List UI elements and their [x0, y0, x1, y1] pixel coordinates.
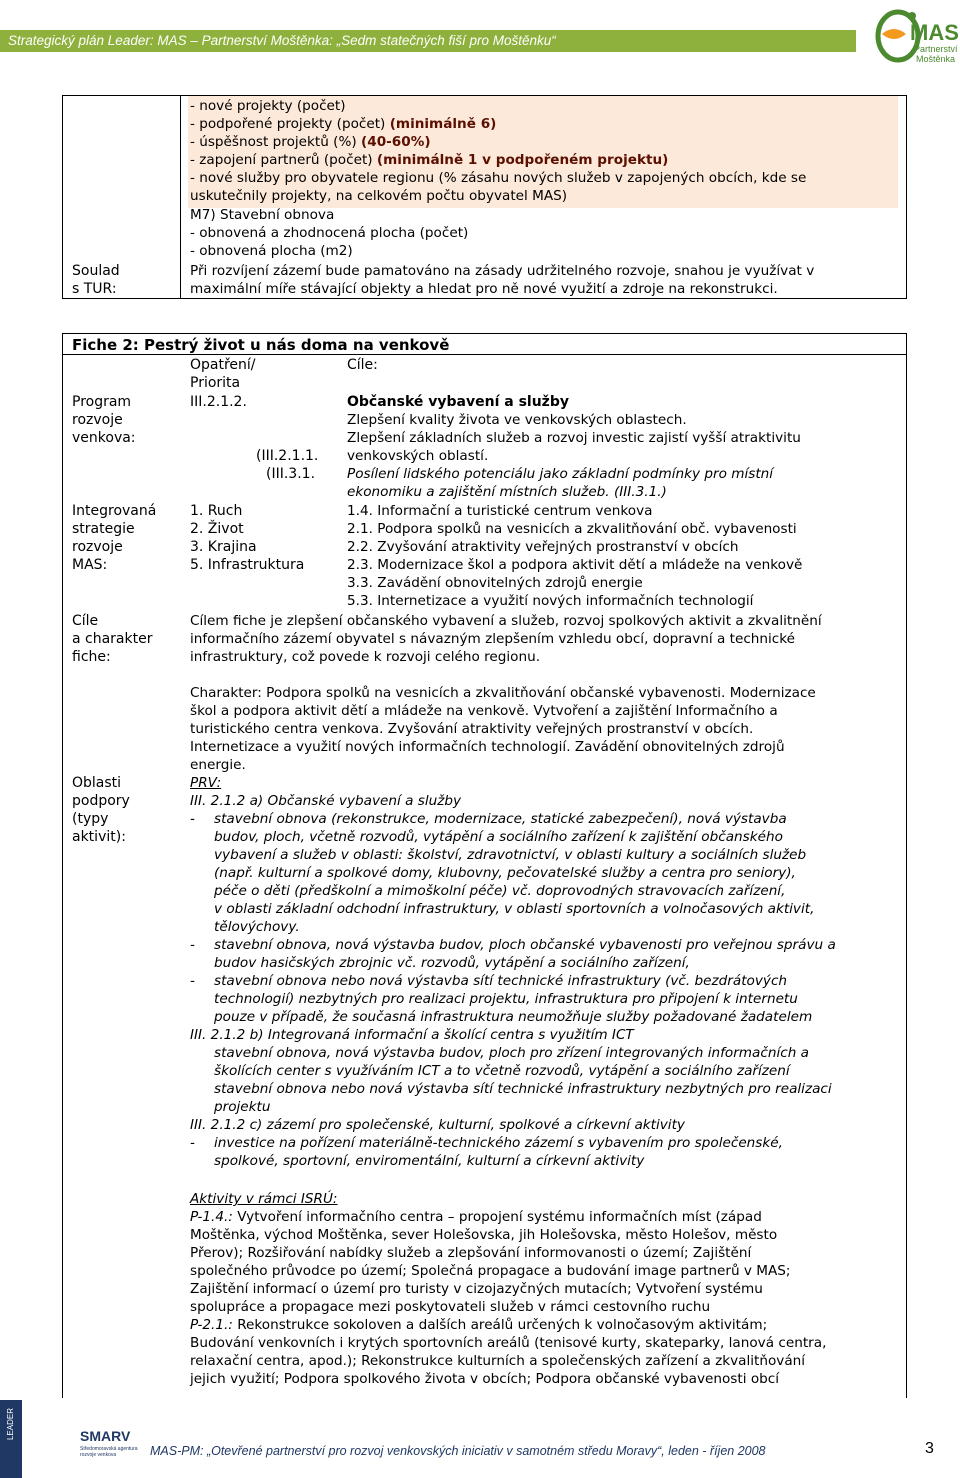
soulad-label-1: Soulad	[72, 263, 120, 279]
logo-mas-text: MAS	[910, 20, 959, 45]
oblasti-line: stavební obnova nebo nová výstavba sítí technické infrastruktury nezbytných pro realizaci	[214, 1081, 832, 1097]
isr-label: Integrovaná	[72, 503, 157, 519]
oblasti-label: aktivit):	[72, 829, 126, 845]
prv-code: (III.2.1.1.	[256, 448, 319, 464]
isr-goal: 5.3. Internetizace a využití nových informačních technologií	[347, 593, 754, 609]
oblasti-line: budov, ploch, včetně rozvodů, vytápění a sociálního zařízení k zajištění občanského	[214, 829, 783, 845]
oblasti-line: spolkové, sportovní, enviromentální, kulturní a církevní aktivity	[214, 1153, 645, 1169]
cile-label: a charakter	[72, 631, 153, 647]
tur-text: maximální míře stávající objekty a hledat pro ně nové využití a zdroje na rekonstrukci.	[190, 281, 778, 297]
mas-logo	[872, 6, 959, 70]
isru-line: Moštěnka, východ Moštěnka, sever Holešovska, jih Holešovska, město Holešov, město	[190, 1227, 778, 1243]
isru-line: jejich využití; Podpora spolkového života v obcích; Podpora občanské vybavenosti obcí	[190, 1371, 780, 1387]
prv-heading: PRV:	[190, 775, 222, 791]
prv-code: III.2.1.2.	[190, 394, 247, 410]
indicator-line: M7) Stavební obnova	[190, 207, 335, 223]
oblasti-line: III. 2.1.2 a) Občanské vybavení a služby	[190, 793, 462, 809]
leader-logo: LEADER	[0, 1400, 22, 1478]
isru-heading: Aktivity v rámci ISRÚ:	[190, 1191, 338, 1207]
oblasti-line: stavební obnova, nová výstavba budov, ploch občanské vybavenosti pro veřejnou správu a	[214, 937, 836, 953]
charakter-text: Charakter: Podpora spolků na vesnicích a zkvalitňování občanské vybavenosti. Modernizace	[190, 685, 816, 701]
cile-text: infrastruktury, což povede k rozvoji celého regionu.	[190, 649, 541, 665]
isru-line: Přerov); Rozšiřování nabídky služeb a zlepšování informovanosti o území; Zajištění	[190, 1245, 752, 1261]
oblasti-line: v oblasti základní odchodní infrastruktury, v oblasti sportovních a volnočasových aktivit,	[214, 901, 815, 917]
oblasti-line: III. 2.1.2 b) Integrovaná informační a školící centra s využitím ICT	[190, 1027, 634, 1043]
indicator-line: - podpořené projekty (počet) (minimálně 6)	[190, 116, 497, 132]
oblasti-line: stavební obnova, nová výstavba budov, ploch pro zřízení integrovaných informačních a	[214, 1045, 809, 1061]
isr-priority: 3. Krajina	[190, 539, 257, 555]
oblasti-line: projektu	[214, 1099, 271, 1115]
oblasti-line: stavební obnova nebo nová výstavba sítí technické infrastruktury (vč. bezdrátových	[214, 973, 788, 989]
isr-label: rozvoje	[72, 539, 123, 555]
prv-goal: venkovských oblastí.	[347, 448, 489, 464]
isr-label: MAS:	[72, 557, 108, 573]
isr-goal: 3.3. Zavádění obnovitelných zdrojů energie	[347, 575, 643, 591]
oblasti-label: (typy	[72, 811, 109, 827]
oblasti-line: školících center s využíváním ICT a to včetně rozvodů, vytápění a sociálního zařízení	[214, 1063, 790, 1079]
page-number: 3	[925, 1440, 934, 1457]
cile-label: fiche:	[72, 649, 111, 665]
isru-line: P-1.4.: Vytvoření informačního centra – propojení systému informačních míst (západ	[190, 1209, 762, 1225]
smarv-logo: SMARV Středomoravská agentura rozvoje venkova	[80, 1428, 138, 1458]
isr-priority: 2. Život	[190, 521, 244, 537]
soulad-label-2: s TUR:	[72, 281, 117, 297]
cile-text: Cílem fiche je zlepšení občanského vybavení a služeb, rozvoj spolkových aktivit a zkvalitnění	[190, 613, 822, 629]
tur-text: Při rozvíjení zázemí bude pamatováno na zásady udržitelného rozvoje, snahou je využívat v	[190, 263, 815, 279]
oblasti-line: technologií) nezbytných pro realizaci projektu, infrastruktura pro připojení k internetu	[214, 991, 798, 1007]
oblasti-label: podpory	[72, 793, 130, 809]
isr-priority: 5. Infrastruktura	[190, 557, 305, 573]
indicator-line: - nové služby pro obyvatele regionu (% zásahu nových služeb v zapojených obcích, kde se	[190, 170, 807, 186]
prv-goal: Posílení lidského potenciálu jako základní podmínky pro místní	[347, 466, 774, 482]
oblasti-line: -	[190, 973, 195, 989]
col-cile: Cíle:	[347, 357, 378, 373]
indicator-line: uskutečnily projekty, na celkovém počtu obyvatel MAS)	[190, 188, 568, 204]
oblasti-line: tělovýchovy.	[214, 919, 300, 935]
header-band	[0, 30, 856, 52]
oblasti-line: budov hasičských zbrojnic vč. rozvodů, vytápění a sociálního zařízení,	[214, 955, 690, 971]
oblasti-line: investice na pořízení materiálně-technického zázemí s vybavením pro společenské,	[214, 1135, 783, 1151]
prv-goal: ekonomiku a zajištění místních služeb. (III.3.1.)	[347, 484, 667, 500]
charakter-text: Internetizace a využití nových informačních technologií. Zavádění obnovitelných zdrojů	[190, 739, 785, 755]
isr-priority: 1. Ruch	[190, 503, 243, 519]
prv-label: Program	[72, 394, 132, 410]
indicator-line: - úspěšnost projektů (%) (40-60%)	[190, 134, 431, 150]
header-title: Strategický plán Leader: MAS – Partnerství Moštěnka: „Sedm statečných fiší pro Moštěnku“	[8, 33, 556, 48]
logo-sub1: Partnerství	[914, 44, 958, 54]
oblasti-line: stavební obnova (rekonstrukce, modernizace, statické zabezpečení), nová výstavba	[214, 811, 787, 827]
isru-line: spolupráce a propagace mezi poskytovateli služeb v rámci cestovního ruchu	[190, 1299, 711, 1315]
col-priorita: Priorita	[190, 375, 241, 391]
indicator-line: - obnovená a zhodnocená plocha (počet)	[190, 225, 469, 241]
isru-line: Zajištění informací o území pro turisty v cizojazyčných mutacích; Vytvoření systému	[190, 1281, 763, 1297]
cile-label: Cíle	[72, 613, 99, 629]
prv-label: rozvoje	[72, 412, 123, 428]
isru-line: relaxační centra, apod.); Rekonstrukce kulturních a společenských zařízení a zkvalitňování	[190, 1353, 806, 1369]
logo-sub2: Moštěnka	[916, 54, 956, 64]
isru-line: Budování venkovních i krytých sportovních areálů (tenisové kurty, skateparky, lanová centra,	[190, 1335, 827, 1351]
isru-line: P-2.1.: Rekonstrukce sokoloven a dalších areálů určených k volnočasovým aktivitám;	[190, 1317, 768, 1333]
indicator-line: - nové projekty (počet)	[190, 98, 346, 114]
oblasti-line: péče o děti (předškolní a mimoškolní péče) vč. doprovodných stravovacích zařízení,	[214, 883, 786, 899]
oblasti-line: III. 2.1.2 c) zázemí pro společenské, kulturní, spolkové a církevní aktivity	[190, 1117, 685, 1133]
oblasti-line: -	[190, 1135, 195, 1151]
oblasti-label: Oblasti	[72, 775, 122, 791]
oblasti-line: -	[190, 937, 195, 953]
isr-label: strategie	[72, 521, 135, 537]
oblasti-line: pouze v případě, že současná infrastruktura neumožňuje služby požadované žadatelem	[214, 1009, 813, 1025]
indicator-line: - obnovená plocha (m2)	[190, 243, 353, 259]
charakter-text: škol a podpora aktivit dětí a mládeže na venkově. Vytvoření a zajištění Informačního a	[190, 703, 778, 719]
charakter-text: turistického centra venkova. Zvyšování atraktivity veřejných prostranství v obcích.	[190, 721, 754, 737]
isru-line: společného průvodce po území; Společná propagace a budování image partnerů v MAS;	[190, 1263, 791, 1279]
isr-goal: 2.1. Podpora spolků na vesnicích a zkvalitňování obč. vybavenosti	[347, 521, 797, 537]
top-table-divider	[180, 95, 181, 299]
footer-text: MAS-PM: „Otevřené partnerství pro rozvoj venkovských iniciativ v samotném středu Moravy“, leden - říjen 2008	[150, 1444, 766, 1458]
prv-goal: Zlepšení kvality života ve venkovských oblastech.	[347, 412, 687, 428]
oblasti-line: vybavení a služeb v oblasti: školství, zdravotnictví, v oblasti kultury a sociálních služeb	[214, 847, 807, 863]
fiche-title: Fiche 2: Pestrý život u nás doma na venkově	[72, 336, 450, 354]
prv-label: venkova:	[72, 430, 136, 446]
oblasti-line: -	[190, 811, 195, 827]
charakter-text: energie.	[190, 757, 246, 773]
prv-goal-title: Občanské vybavení a služby	[347, 394, 569, 410]
fiche-title-rule	[62, 354, 907, 355]
oblasti-line: (např. kulturní a spolkové domy, klubovny, pečovatelské služby a centra pro seniory),	[214, 865, 796, 881]
prv-goal: Zlepšení základních služeb a rozvoj investic zajistí vyšší atraktivitu	[347, 430, 801, 446]
isr-goal: 1.4. Informační a turistické centrum venkova	[347, 503, 653, 519]
col-opatreni: Opatření/	[190, 357, 256, 373]
isr-goal: 2.3. Modernizace škol a podpora aktivit dětí a mládeže na venkově	[347, 557, 803, 573]
prv-code: (III.3.1.	[266, 466, 316, 482]
isr-goal: 2.2. Zvyšování atraktivity veřejných prostranství v obcích	[347, 539, 739, 555]
indicator-line: - zapojení partnerů (počet) (minimálně 1 v podpořeném projektu)	[190, 152, 669, 168]
cile-text: informačního zázemí obyvatel s návazným zlepšením vzhledu obcí, dopravní a technické	[190, 631, 796, 647]
